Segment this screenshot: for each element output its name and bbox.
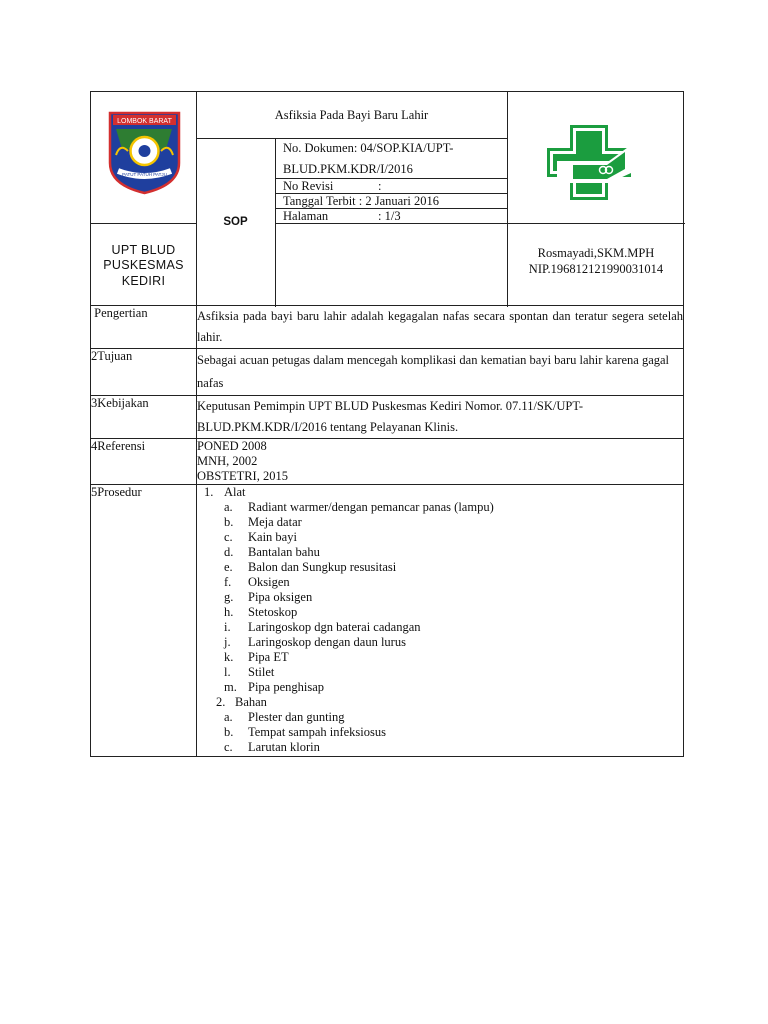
revision-label: No Revisi	[283, 179, 334, 193]
item-text: Pipa penghisap	[248, 680, 325, 694]
divider	[196, 92, 197, 307]
issue-date: Tanggal Terbit : 2 Januari 2016	[283, 194, 439, 208]
procedure-group	[197, 485, 683, 500]
list-item	[197, 710, 683, 725]
section-row	[91, 396, 684, 439]
list-item	[197, 725, 683, 740]
item-text: Tempat sampah infeksiosus	[248, 725, 386, 739]
group-number: 1.	[204, 485, 214, 499]
item-letter: c.	[224, 740, 233, 754]
section-label: 4Referensi	[91, 439, 197, 485]
item-letter: a.	[224, 500, 233, 514]
divider	[196, 138, 507, 139]
signer-nip: NIP.196812121990031014	[528, 262, 664, 276]
emblem-motto-text: PATUT PATUH PATJU	[122, 172, 167, 177]
item-letter: j.	[224, 635, 231, 649]
item-letter: c.	[224, 530, 233, 544]
list-item	[197, 530, 683, 545]
list-item	[197, 545, 683, 560]
list-item	[197, 605, 683, 620]
item-text: Stetoskop	[248, 605, 298, 619]
section-content	[197, 439, 684, 485]
list-item	[197, 590, 683, 605]
section-content: Asfiksia pada bayi baru lahir adalah kegagalan nafas secara spontan dan teratur segera setelah lahir.	[197, 306, 684, 349]
list-item	[197, 515, 683, 530]
section-content: Sebagai acuan petugas dalam mencegah komplikasi dan kematian bayi baru lahir karena gagal nafas	[197, 349, 684, 396]
item-letter: b.	[224, 725, 234, 739]
item-text: Pipa ET	[248, 650, 289, 664]
sop-document	[90, 91, 684, 757]
item-text: Laringoskop dgn baterai cadangan	[248, 620, 421, 634]
signer-name: Rosmayadi,SKM.MPH	[537, 246, 655, 260]
item-text: Balon dan Sungkup resusitasi	[248, 560, 397, 574]
section-label: Pengertian	[91, 306, 197, 349]
doc-number-line-1: No. Dokumen: 04/SOP.KIA/UPT-	[283, 141, 454, 155]
item-text: Meja datar	[248, 515, 302, 529]
procedure-list	[197, 485, 684, 757]
item-letter: g.	[224, 590, 234, 604]
section-row	[91, 485, 684, 757]
puskesmas-logo-icon	[543, 121, 635, 204]
reference-item: MNH, 2002	[197, 454, 258, 468]
group-title: Alat	[224, 485, 246, 499]
sop-sections-table	[90, 305, 684, 757]
institution-line-2: PUSKESMAS	[103, 258, 184, 272]
item-letter: d.	[224, 545, 234, 559]
section-row	[91, 349, 684, 396]
divider	[507, 223, 685, 224]
item-letter: b.	[224, 515, 234, 529]
list-item	[197, 560, 683, 575]
item-letter: i.	[224, 620, 231, 634]
revision-value: :	[378, 179, 382, 193]
item-letter: k.	[224, 650, 234, 664]
lombok-barat-emblem-icon	[106, 109, 183, 195]
item-text: Pipa oksigen	[248, 590, 313, 604]
item-letter: l.	[224, 665, 231, 679]
sop-label: SOP	[223, 216, 248, 228]
item-letter: f.	[224, 575, 232, 589]
list-item	[197, 575, 683, 590]
institution-line-1: UPT BLUD	[111, 243, 176, 257]
emblem-banner-text: LOMBOK BARAT	[117, 118, 172, 125]
list-item	[197, 665, 683, 680]
list-item	[197, 500, 683, 515]
section-row	[91, 439, 684, 485]
item-text: Larutan klorin	[248, 740, 320, 754]
item-letter: a.	[224, 710, 233, 724]
item-text: Kain bayi	[248, 530, 297, 544]
item-text: Radiant warmer/dengan pemancar panas (lampu)	[248, 500, 494, 514]
item-letter: h.	[224, 605, 234, 619]
sop-header	[90, 91, 684, 306]
group-number: 2.	[216, 695, 226, 709]
item-text: Plester dan gunting	[248, 710, 345, 724]
section-label: 2Tujuan	[91, 349, 197, 396]
group-title: Bahan	[235, 695, 267, 709]
procedure-group	[197, 695, 683, 710]
section-row	[91, 306, 684, 349]
divider	[91, 223, 196, 224]
list-item	[197, 650, 683, 665]
section-content: Keputusan Pemimpin UPT BLUD Puskesmas Kediri Nomor. 07.11/SK/UPT-BLUD.PKM.KDR/I/2016 tentang Pelayanan Klinis.	[197, 396, 684, 439]
list-item	[197, 680, 683, 695]
page-label: Halaman	[283, 209, 329, 223]
list-item	[197, 740, 683, 755]
item-text: Stilet	[248, 665, 275, 679]
item-text: Oksigen	[248, 575, 290, 589]
list-item	[197, 635, 683, 650]
item-letter: e.	[224, 560, 233, 574]
section-label: 5Prosedur	[91, 485, 197, 757]
section-label: 3Kebijakan	[91, 396, 197, 439]
institution-line-3: KEDIRI	[121, 274, 166, 288]
page-value: : 1/3	[378, 209, 401, 223]
item-text: Bantalan bahu	[248, 545, 320, 559]
item-letter: m.	[224, 680, 237, 694]
doc-number-line-2: BLUD.PKM.KDR/I/2016	[283, 162, 413, 176]
document-title: Asfiksia Pada Bayi Baru Lahir	[274, 108, 429, 122]
reference-item: OBSTETRI, 2015	[197, 469, 288, 483]
reference-item: PONED 2008	[197, 439, 267, 453]
item-text: Laringoskop dengan daun lurus	[248, 635, 406, 649]
list-item	[197, 620, 683, 635]
